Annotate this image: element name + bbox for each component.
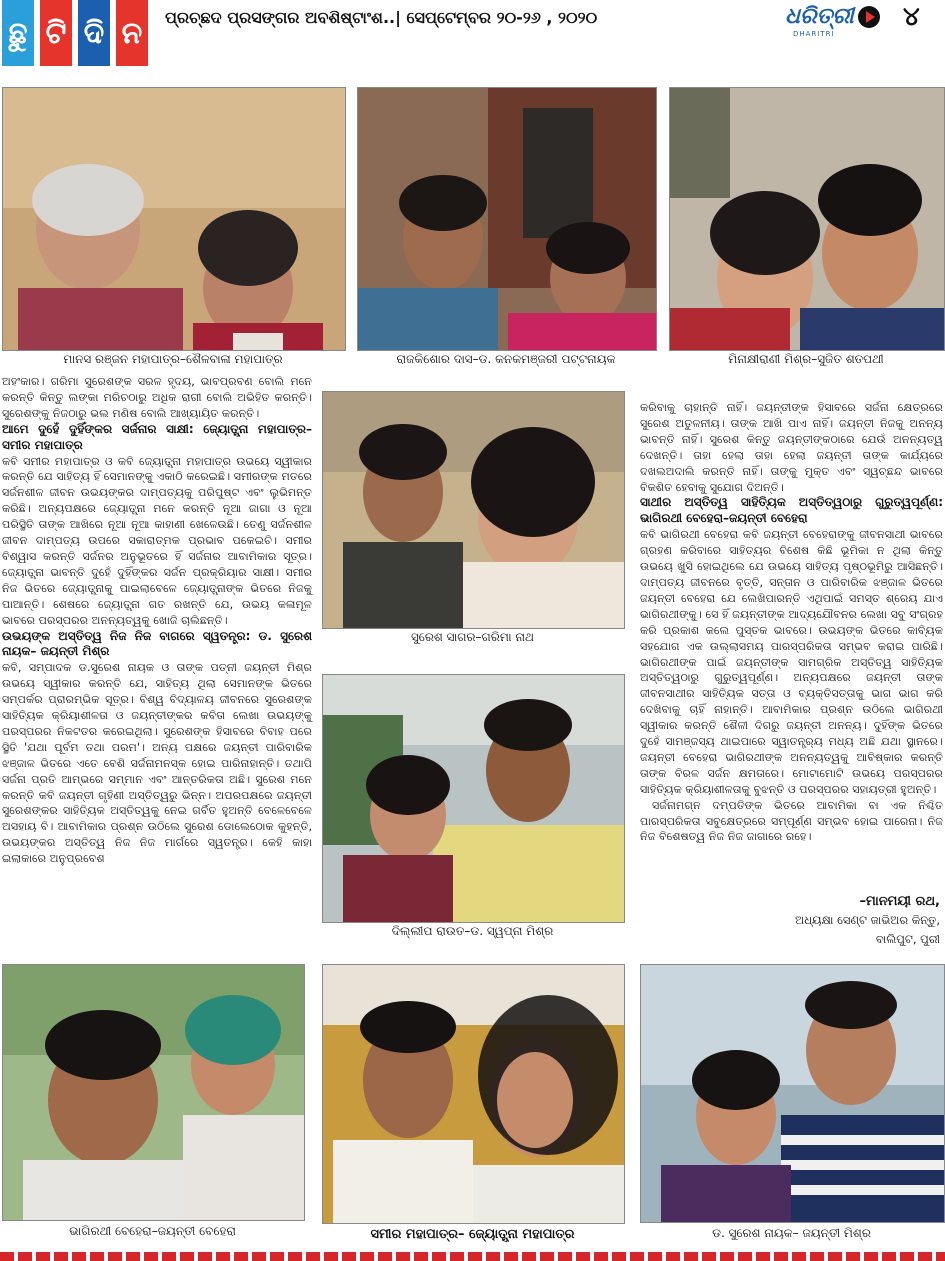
section-logo-letter: ଟି bbox=[40, 0, 72, 66]
page-header bbox=[0, 0, 945, 70]
couple-photo-7 bbox=[322, 964, 625, 1224]
author-location: ବାଲିପୁଟ, ପୁରୀ bbox=[875, 932, 940, 946]
article-subheading: ଉଭୟଙ୍କ ଅସ୍ତିତ୍ୱ ନିଜ ନିଜ ବାଗରେ ସ୍ୱତନ୍ତ୍ର: ଡ. ସୁରେଶ ନାୟକ– ଜୟନ୍ତୀ ମିଶ୍ର bbox=[2, 628, 312, 659]
page-header-title: ପ୍ରଚ୍ଛଦ ପ୍ରସଙ୍ଗର ଅବଶିଷ୍ଟାଂଶ..| ସେପ୍ଟେମ୍ବର ୨୦-୨୬ , ୨୦୨୦ bbox=[165, 8, 598, 27]
article-paragraph: କବି ସମୀର ମହାପାତ୍ର ଓ କବି ଜ୍ୟୋତ୍ସ୍ନା ମହାପାତ୍ର ଉଭୟେ ସ୍ୱୀକାର କରନ୍ତି ଯେ ସାହିତ୍ୟ ହିଁ ସେମାନଙ୍କୁ ଏକାଠି କରେଇଛି। ସମୀରଙ୍କ ମତରେ ସର୍ଜନଶୀଳ ଜୀବନ ଉଭୟଙ୍କର ଦାମ୍ପତ୍ୟକୁ ପରିପୁଷ୍ଟ ଏବଂ ଲୁଭିମନ୍ତ କରିଛି। ଅନ୍ୟପକ୍ଷରେ ଜ୍ୟୋତ୍ସ୍ନା ମନେ କରନ୍ତି ନୂଆ ଜାଗା ଓ ନୂଆ ପରିସ୍ଥିତି ତାଙ୍କ ଆଖିରେ ନୂଆ ନୂଆ କାହାଣୀ ଖେଳେଉଛି। ତେଣୁ ସର୍ଜନଶୀଳ ଜୀବନ ଦାମ୍ପତ୍ୟ ଉପରେ ସକାରାତ୍ମକ ପ୍ରଭାବ ପକେଇଚି। ସମୀର ବିଶ୍ୱାସ କରନ୍ତି ସର୍ଜନର ଅନୁଭୂତରେ ହିଁ ସର୍ଜନାର ଆବାମିକାର ସୂତ୍ର। ଜ୍ୟୋତ୍ସ୍ନା ଭାବନ୍ତି ଦୁହେଁ ଦୁହିଁଙ୍କର ସର୍ଜନ ପ୍ରକ୍ରିୟାର ସାକ୍ଷୀ। ସମୀର ନିଜ ଭିତରେ ଜ୍ୟୋତ୍ସ୍ନାକୁ ପାଇଲାବେଳେ ଜ୍ୟୋତ୍ସ୍ନାଙ୍କ ଭିତରେ ନିଜକୁ ପାଆନ୍ତି। ଶେଷରେ ଜ୍ୟୋତ୍ସ୍ନା ଗତ ରଖନ୍ତି ଯେ, ଉଭୟ କଳାମୂଳ ଭାବରେ ପରସ୍ପରର ଅନନ୍ୟତ୍ୱକୁ ଖୋଜି ଚାଲିଛନ୍ତି। bbox=[2, 454, 312, 627]
photo-caption: ଭାଗିରଥୀ ବେହେରା–ଜୟନ୍ତୀ ବେହେରା bbox=[69, 1224, 236, 1238]
couple-photo-1 bbox=[2, 87, 346, 351]
page-number: ୪ bbox=[903, 2, 920, 32]
page-bottom-border bbox=[0, 1252, 945, 1261]
play-icon bbox=[858, 6, 880, 28]
photo-caption: ରାଜକିଶୋର ଦାସ–ଡ. କନକମଞ୍ଜରୀ ପଟ୍ଟନାୟକ bbox=[396, 352, 616, 366]
photo-caption: ଦିଲ୍ଲୀପ ରାଉତ–ଡ. ସ୍ୱପ୍ନା ମିଶ୍ର bbox=[391, 924, 554, 938]
article-column-left bbox=[2, 374, 312, 867]
article-subheading: ସାଥୀର ଅସ୍ତିତ୍ୱ ସାହିତ୍ୟିକ ଅସ୍ତିତ୍ୱଠାରୁ ଗୁରୁତ୍ୱପୂର୍ଣ୍ଣ: ଭାଗିରଥୀ ବେହେରା–ଜୟନ୍ତୀ ବେହେରା bbox=[640, 495, 943, 526]
author-designation: ଅଧ୍ୟକ୍ଷା ସେଣ୍ଟ ଜାଭିଅର କିନ୍ତୁ, bbox=[795, 913, 940, 927]
article-paragraph: ଅହଂକାର। ଗରିମା ସୁରେଶଙ୍କ ସରଳ ହୃଦୟ, ଭାବପ୍ରବଣ ବୋଲି ମନେ କରନ୍ତି କିନ୍ତୁ ଲଙ୍କା ମରିଚଠାରୁ ଅଧିକ ରାଗୀ ବୋଲି ଅଭିହିତ କରନ୍ତି। ସୁରେଶଙ୍କୁ ନିଜଠାରୁ ଭଲ ମଣିଷ ବୋଲି ଆଖ୍ୟାୟିତ କରନ୍ତି। bbox=[2, 375, 312, 420]
article-paragraph: କବି ଭାଗିରଥୀ ବେହେରା କବି ଜୟନ୍ତୀ ବେହେରାଙ୍କୁ ଜୀବନସାଥୀ ଭାବରେ ଗ୍ରହଣ କରିବାରେ ସାହିତ୍ୟର ବିଶେଷ କିଛି ଭୂମିକା ନ ଥିଲା କିନ୍ତୁ ଉଭୟେ ଖୁସି ହୋଇଥିଲେ ଯେ ଉଭୟେ ସାହିତ୍ୟ ପୃଷ୍ଠଭୂମିରୁ ଆସିଛନ୍ତି। ଦାମ୍ପତ୍ୟ ଜୀବନରେ ବୃତ୍ତି, ସନ୍ତାନ ଓ ପାରିବାରିକ ଝଞ୍ଜାଳ ଭିତରେ ଜୟନ୍ତୀ ବେହେରା ଯେ ଲେଖିପାରନ୍ତି ଏଥିପାଇଁ ସମସ୍ତ ଶ୍ରେୟ ଯାଏ ଭାଗିରଥୀଙ୍କୁ। ସେ ହିଁ ଜୟନ୍ତୀଙ୍କ ଆଦ୍ୟଯୌବନର ଲେଖା ସବୁ ସଂଗ୍ରହ କରି ପ୍ରକାଶ କଲେ ପୁସ୍ତକ ଭାବରେ। ଉଭୟଙ୍କ ଭିତରେ କାବ୍ୟିକ ସହଯୋଗ ଏକ ଉଲ୍ଲାସମୟ ପାରସ୍ପରିକତା ସମ୍ଭବ କରାଇ ପାରିଛି। ଭାଗିରଥୀଙ୍କ ପାଇଁ ଜୟନ୍ତୀଙ୍କ ସାମଗ୍ରିକ ଅସ୍ତିତ୍ୱ ସାହିତ୍ୟିକ ଅସ୍ତିତ୍ୱଠାରୁ ଗୁରୁତ୍ୱପୂର୍ଣ୍ଣ। ଅନ୍ୟପକ୍ଷରେ ଜୟନ୍ତୀ ତାଙ୍କ ଜୀବନସାଥୀର ସାହିତ୍ୟିକ ସତ୍ତା ଓ ବ୍ୟକ୍ତିସତ୍ତାକୁ ଭାଗ ଭାଗ କରି ଦେଖିବାକୁ ଚାହିଁ ନାହାନ୍ତି। ଆବାମିକାର ପ୍ରଶ୍ନ ଉଠିଲେ ଭାଗିରଥୀ ସ୍ୱୀକାର କରନ୍ତି ଶୈଳୀ ଦିଗରୁ ଜୟନ୍ତୀ ଅନନ୍ୟ। ଦୁହିଁଙ୍କ ଭିତରେ ଦୁହେଁ ସାମଞ୍ଜସ୍ୟ ଥାଇପାରେ ସ୍ୱାତନ୍ତ୍ର୍ୟ ମଧ୍ୟ ଅଛି ଯଥା ସ୍ଥାନରେ। ଜୟନ୍ତୀ ବେହେରା ଭାଗିରଥୀଙ୍କ ଅନନ୍ୟତ୍ୱକୁ ଆବିଷ୍କାର କରନ୍ତି ତାଙ୍କ ବିରଳ ସର୍ଜନ କ୍ଷମତାରେ। ମୋଟାମୋଟି ଉଭୟେ ପରସ୍ପରର ସାହିତ୍ୟିକ କ୍ରିୟାଶୀଳତାକୁ ବୁଝନ୍ତି ଓ ପରସ୍ପରର ସହାୟତ୍ରୀ ହୁଅନ୍ତି। bbox=[640, 528, 943, 796]
couple-photo-6 bbox=[2, 964, 305, 1221]
article-paragraph: ସର୍ଜନାମଗ୍ନ ଦମ୍ପତିଙ୍କ ଭିତରେ ଆବାମିକା ବା ଏକ ନିଶ୍ଚିତ ପାରସ୍ପରିକତା ସବୁକ୍ଷେତ୍ରରେ ସମ୍ପୂର୍ଣ୍ଣ ସମ୍ଭବ ହୋଇ ପାରେନା। ନିଜ ନିଜ ବିଶେଷତ୍ୱ ନିଜ ନିଜ ଜାଗାରେ ରହେ। bbox=[640, 798, 943, 844]
photo-caption: ସମୀର ମହାପାତ୍ର– ଜ୍ୟୋତ୍ସ୍ନା ମହାପାତ୍ର bbox=[370, 1227, 575, 1242]
photo-caption: ମାନସ ରଞ୍ଜନ ମହାପାତ୍ର–ଶୈଳବାଳା ମହାପାତ୍ର bbox=[63, 352, 283, 366]
couple-photo-5 bbox=[322, 674, 625, 923]
photo-caption: ଡ. ସୁରେଶ ନାୟକ– ଜୟନ୍ତୀ ମିଶ୍ର bbox=[712, 1226, 871, 1240]
brand-logo: ଧରିତ୍ରୀ bbox=[785, 4, 854, 29]
section-logo-letter: ଦି bbox=[78, 0, 110, 66]
couple-photo-8 bbox=[640, 964, 945, 1223]
photo-caption: ମିନାକ୍ଷୀରାଣୀ ମିଶ୍ର–ସୁଜିତ ଶତପଥୀ bbox=[728, 352, 884, 366]
couple-photo-3 bbox=[669, 87, 945, 351]
brand-subtitle: DHARITRI bbox=[793, 30, 835, 38]
couple-photo-4 bbox=[322, 391, 625, 629]
section-logo-letter: ଛୁ bbox=[2, 0, 34, 66]
author-signature bbox=[640, 892, 940, 949]
article-subheading: ଆମେ ଦୁହେଁ ଦୁହିଁଙ୍କର ସର୍ଜନାର ସାକ୍ଷୀ: ଜ୍ୟୋତ୍ସ୍ନା ମହାପାତ୍ର– ସମୀର ମହାପାତ୍ର bbox=[2, 421, 312, 452]
couple-photo-2 bbox=[357, 87, 657, 351]
article-paragraph: କରିବାକୁ ଚାହାନ୍ତି ନାହିଁ। ଜୟନ୍ତୀଙ୍କ ହିସାବରେ ସର୍ଜନା କ୍ଷେତ୍ରରେ ସୁରେଶ ଅତୁଳନୀୟ। ତାଙ୍କ ଆଖି ପାଏ ନାହିଁ। ଜୟନ୍ତୀ ନିଜକୁ ଅନନ୍ୟ ଭାବନ୍ତି ନାହିଁ। ସୁରେଶ କିନ୍ତୁ ଜୟନ୍ତୀଙ୍କଠାରେ ଯେଉଁ ଅନନ୍ୟତ୍ୱ ଦେଖନ୍ତି। ତାହା ହେଲା ତାହା ହେଲା ଜୟନ୍ତୀ ତାଙ୍କ କାର୍ଯ୍ୟରେ ଦଖଲଅଦାଲି କରନ୍ତି ନାହିଁ। ତାଙ୍କୁ ମୁକ୍ତ ଏବଂ ସ୍ୱଚ୍ଛନ୍ଦ ଭାବରେ ବିକଶିତ ହେବାକୁ ସୁଯୋଗ ଦିଅନ୍ତି। bbox=[640, 401, 943, 494]
article-column-right bbox=[640, 400, 943, 845]
author-name: –ମାନମୟୀ ରଥ, bbox=[859, 894, 940, 909]
section-logo-letter: ନ bbox=[116, 0, 148, 66]
article-paragraph: କବି, ସମ୍ପାଦକ ଡ.ସୁରେଶ ନାୟକ ଓ ତାଙ୍କ ପତ୍ନୀ ଜୟନ୍ତୀ ମିଶ୍ର ଉଭୟେ ସ୍ୱୀକାର କରନ୍ତି ଯେ, ସାହିତ୍ୟ ଥିଲା ସେମାନଙ୍କ ଭିତରେ ସମ୍ପର୍କର ପ୍ରାରମ୍ଭିକ ସୂତ୍ର। ବିଶ୍ୱ ବିଦ୍ୟାଳୟ ଜୀବନରେ ସୁରେଶଙ୍କ ସାହିତ୍ୟିକ କ୍ରିୟାଶୀଳତା ଓ ଜୟନ୍ତୀଙ୍କର କବିତା ଲେଖା ଉଭୟଙ୍କୁ ପରସ୍ପରର ନିକଟତର କରେଇଥିଲା। ସୁରେଶଙ୍କ ହିସାବରେ ବିବାହ ପରେ ସ୍ଥିତି 'ଯଥା ପୂର୍ବମ ତଥା ପରମ'। ଅନ୍ୟ ପକ୍ଷରେ ଜୟନ୍ତୀ ପାରିବାରିକ ଝଞ୍ଜାଳ ଭିତରେ ଏତେ ବେଶି ସର୍ଜନାମନସ୍କ ହୋଇ ପାରିନାହାନ୍ତି। ତଥାପି ସର୍ଜନା ପ୍ରତି ଆମ୍ଭରେ ସମ୍ମାନ ଏବଂ ଆନ୍ତରିକତା ଅଛି। ସୁରେଶ ମନେ କରନ୍ତି କବି ଜୟନ୍ତୀ ଗୃହିଣୀ ଅସ୍ତିତ୍ୱରୁ ଭିନ୍ନ। ଅପରପକ୍ଷରେ ଜୟନ୍ତୀ ସୁରେଶଙ୍କର ସାହିତ୍ୟିକ ଅସ୍ତିତ୍ୱକୁ ନେଇ ଗର୍ବିତ ହୁଅନ୍ତି ବେଳେବେଳେ ଅସହାୟ ବି। ଆବାମିକାର ପ୍ରଶ୍ନ ଉଠିଲେ ସୁରେଶ ଡୋଲେଠୋକ କୁହନ୍ତି, ଉଭୟଙ୍କର ଅସ୍ତିତ୍ୱ ନିଜ ନିଜ ମାର୍ଗରେ ସ୍ୱତନ୍ତ୍ର। କେହି କାହା ଇଲାକାରେ ଅନୁପ୍ରବେଶ bbox=[2, 661, 312, 866]
photo-caption: ସୁରେଶ ସାଗର–ଗରିମା ନାଥ bbox=[410, 630, 534, 644]
